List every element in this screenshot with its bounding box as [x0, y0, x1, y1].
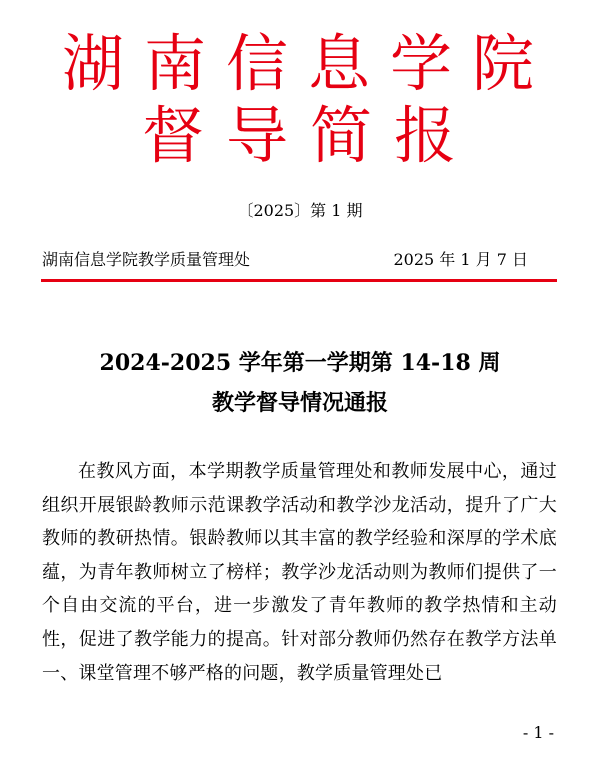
masthead-title-line2: 督导简报	[141, 99, 478, 172]
masthead-title-line1: 湖南信息学院	[61, 27, 554, 100]
page-number: - 1 -	[522, 723, 554, 742]
issuing-organization: 湖南信息学院教学质量管理处	[42, 250, 251, 269]
issue-date: 2025 年 1 月 7 日	[393, 250, 528, 269]
body-paragraph: 在教风方面，本学期教学质量管理处和教师发展中心，通过组织开展银龄教师示范课教学活动和教学沙龙活动，提升了广大教师的教研热情。银龄教师以其丰富的教学经验和深厚的学术底蕴，为青年教师树立了榜样；教学沙龙活动则为教师们提供了一个自由交流的平台，进一步激发了青年教师的教学热情和主动性，促进了教学能力的提高。针对部分教师仍然存在教学方法单一、课堂管理不够严格的问题，教学质量管理处已	[42, 461, 557, 684]
report-title-line1: 2024-2025 学年第一学期第 14-18 周	[99, 350, 501, 376]
report-title-line2: 教学督导情况通报	[211, 390, 388, 416]
red-divider	[41, 279, 557, 282]
issue-number: 〔2025〕第 1 期	[237, 201, 363, 220]
